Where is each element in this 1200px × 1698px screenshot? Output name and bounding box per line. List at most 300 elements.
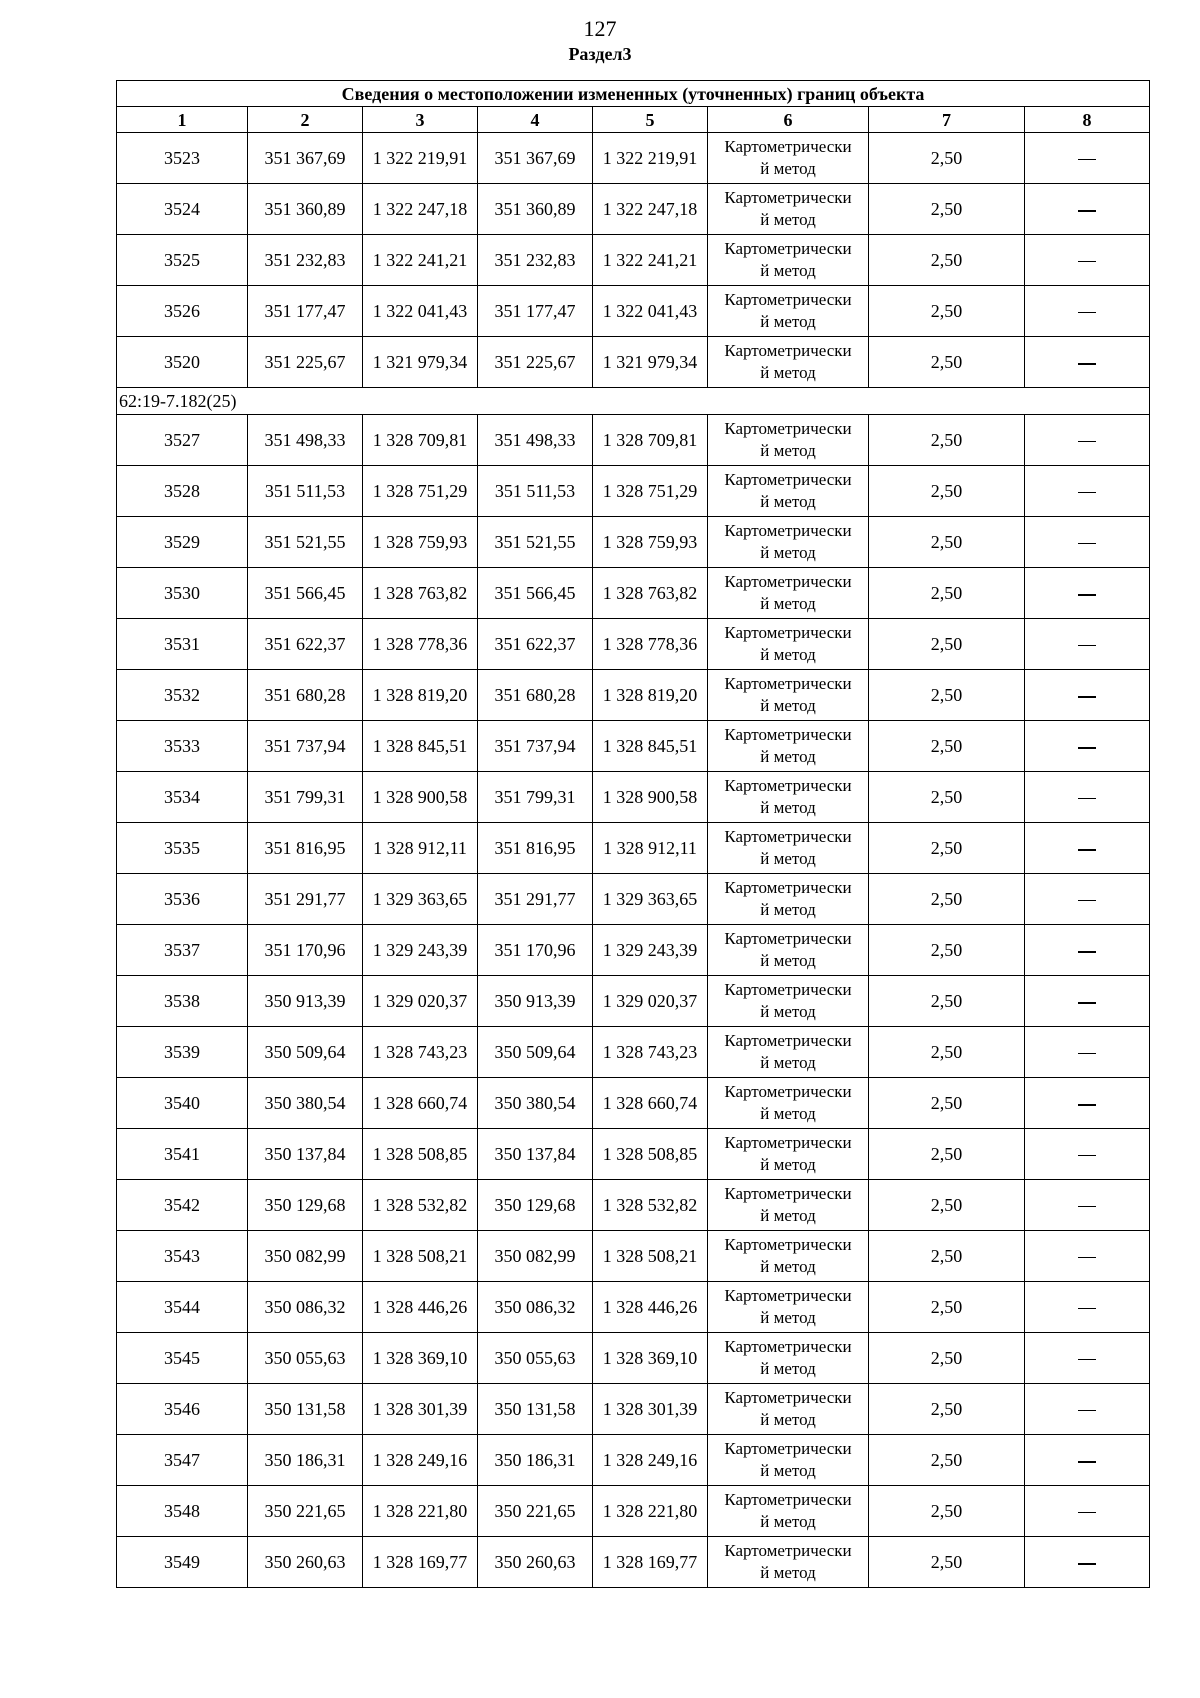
x-existing-cell: 350 509,64 bbox=[248, 1027, 363, 1078]
y-existing-cell: 1 328 778,36 bbox=[363, 619, 478, 670]
x-existing-cell: 350 221,65 bbox=[248, 1486, 363, 1537]
accuracy-cell: 2,50 bbox=[869, 721, 1025, 772]
method-cell bbox=[708, 235, 869, 286]
accuracy-cell: 2,50 bbox=[869, 619, 1025, 670]
accuracy-cell: 2,50 bbox=[869, 1384, 1025, 1435]
section-title: Раздел3 bbox=[568, 44, 632, 64]
y-refined-cell: 1 328 660,74 bbox=[593, 1078, 708, 1129]
method-cell bbox=[708, 1486, 869, 1537]
dash-mark bbox=[1078, 312, 1096, 313]
x-existing-cell: 351 737,94 bbox=[248, 721, 363, 772]
point-number-cell: 3535 bbox=[117, 823, 248, 874]
point-number-cell: 3546 bbox=[117, 1384, 248, 1435]
method-line-1: Картометрически bbox=[724, 980, 852, 999]
table-caption: Сведения о местоположении измененных (уточненных) границ объекта bbox=[117, 81, 1150, 107]
x-refined-cell: 351 360,89 bbox=[478, 184, 593, 235]
table-caption-row bbox=[117, 81, 1150, 107]
method-line-1: Картометрически bbox=[724, 1388, 852, 1407]
accuracy-cell: 2,50 bbox=[869, 1333, 1025, 1384]
y-refined-cell: 1 322 247,18 bbox=[593, 184, 708, 235]
method-cell bbox=[708, 1435, 869, 1486]
dash-mark bbox=[1078, 594, 1096, 596]
method-line-2: й метод bbox=[760, 696, 816, 715]
point-number-cell: 3528 bbox=[117, 466, 248, 517]
method-line-1: Картометрически bbox=[724, 419, 852, 438]
method-line-1: Картометрически bbox=[724, 929, 852, 948]
method-line-2: й метод bbox=[760, 900, 816, 919]
y-existing-cell: 1 328 508,21 bbox=[363, 1231, 478, 1282]
description-cell bbox=[1025, 184, 1150, 235]
table-row bbox=[117, 1333, 1150, 1384]
y-refined-cell: 1 328 249,16 bbox=[593, 1435, 708, 1486]
description-cell bbox=[1025, 133, 1150, 184]
y-existing-cell: 1 328 819,20 bbox=[363, 670, 478, 721]
point-number-cell: 3538 bbox=[117, 976, 248, 1027]
table-row bbox=[117, 286, 1150, 337]
accuracy-cell: 2,50 bbox=[869, 1537, 1025, 1588]
dash-mark bbox=[1078, 696, 1096, 698]
x-existing-cell: 350 131,58 bbox=[248, 1384, 363, 1435]
accuracy-cell: 2,50 bbox=[869, 1180, 1025, 1231]
dash-mark bbox=[1078, 1257, 1096, 1258]
method-line-1: Картометрически bbox=[724, 674, 852, 693]
method-line-1: Картометрически bbox=[724, 878, 852, 897]
method-cell bbox=[708, 1384, 869, 1435]
description-cell bbox=[1025, 1078, 1150, 1129]
table-row bbox=[117, 772, 1150, 823]
method-line-1: Картометрически bbox=[724, 1235, 852, 1254]
dash-mark bbox=[1078, 441, 1096, 442]
y-refined-cell: 1 328 169,77 bbox=[593, 1537, 708, 1588]
x-refined-cell: 350 913,39 bbox=[478, 976, 593, 1027]
y-existing-cell: 1 328 221,80 bbox=[363, 1486, 478, 1537]
x-existing-cell: 351 799,31 bbox=[248, 772, 363, 823]
method-line-2: й метод bbox=[760, 1104, 816, 1123]
table-row bbox=[117, 823, 1150, 874]
method-line-2: й метод bbox=[760, 849, 816, 868]
y-refined-cell: 1 328 446,26 bbox=[593, 1282, 708, 1333]
method-line-2: й метод bbox=[760, 645, 816, 664]
table-row bbox=[117, 1129, 1150, 1180]
x-refined-cell: 351 799,31 bbox=[478, 772, 593, 823]
x-existing-cell: 350 260,63 bbox=[248, 1537, 363, 1588]
y-refined-cell: 1 328 301,39 bbox=[593, 1384, 708, 1435]
y-refined-cell: 1 322 241,21 bbox=[593, 235, 708, 286]
method-cell bbox=[708, 1282, 869, 1333]
description-cell bbox=[1025, 874, 1150, 925]
method-line-2: й метод bbox=[760, 1308, 816, 1327]
y-refined-cell: 1 328 508,21 bbox=[593, 1231, 708, 1282]
description-cell bbox=[1025, 1537, 1150, 1588]
y-refined-cell: 1 328 763,82 bbox=[593, 568, 708, 619]
y-existing-cell: 1 328 900,58 bbox=[363, 772, 478, 823]
description-cell bbox=[1025, 619, 1150, 670]
table-row bbox=[117, 670, 1150, 721]
accuracy-cell: 2,50 bbox=[869, 1282, 1025, 1333]
x-existing-cell: 351 232,83 bbox=[248, 235, 363, 286]
x-refined-cell: 351 816,95 bbox=[478, 823, 593, 874]
x-refined-cell: 351 521,55 bbox=[478, 517, 593, 568]
x-existing-cell: 351 367,69 bbox=[248, 133, 363, 184]
point-number-cell: 3540 bbox=[117, 1078, 248, 1129]
x-existing-cell: 351 177,47 bbox=[248, 286, 363, 337]
dash-mark bbox=[1078, 1155, 1096, 1156]
x-refined-cell: 350 082,99 bbox=[478, 1231, 593, 1282]
y-refined-cell: 1 328 912,11 bbox=[593, 823, 708, 874]
method-line-2: й метод bbox=[760, 951, 816, 970]
method-cell bbox=[708, 184, 869, 235]
y-existing-cell: 1 328 369,10 bbox=[363, 1333, 478, 1384]
accuracy-cell: 2,50 bbox=[869, 286, 1025, 337]
point-number-cell: 3530 bbox=[117, 568, 248, 619]
table-row bbox=[117, 184, 1150, 235]
y-refined-cell: 1 328 221,80 bbox=[593, 1486, 708, 1537]
description-cell bbox=[1025, 415, 1150, 466]
method-line-1: Картометрически bbox=[724, 137, 852, 156]
description-cell bbox=[1025, 721, 1150, 772]
y-existing-cell: 1 328 249,16 bbox=[363, 1435, 478, 1486]
x-refined-cell: 350 055,63 bbox=[478, 1333, 593, 1384]
table-row bbox=[117, 1180, 1150, 1231]
x-refined-cell: 350 137,84 bbox=[478, 1129, 593, 1180]
point-number-cell: 3524 bbox=[117, 184, 248, 235]
table-row bbox=[117, 619, 1150, 670]
method-cell bbox=[708, 1537, 869, 1588]
table-row bbox=[117, 1231, 1150, 1282]
method-line-1: Картометрически bbox=[724, 1082, 852, 1101]
y-existing-cell: 1 328 169,77 bbox=[363, 1537, 478, 1588]
x-refined-cell: 351 737,94 bbox=[478, 721, 593, 772]
boundary-table bbox=[116, 80, 1150, 1588]
accuracy-cell: 2,50 bbox=[869, 823, 1025, 874]
method-line-2: й метод bbox=[760, 1053, 816, 1072]
y-refined-cell: 1 328 900,58 bbox=[593, 772, 708, 823]
table-row bbox=[117, 337, 1150, 388]
method-line-1: Картометрически bbox=[724, 1184, 852, 1203]
y-refined-cell: 1 328 778,36 bbox=[593, 619, 708, 670]
table-row bbox=[117, 1384, 1150, 1435]
method-line-1: Картометрически bbox=[724, 290, 852, 309]
table-row bbox=[117, 517, 1150, 568]
table-row bbox=[117, 133, 1150, 184]
x-refined-cell: 350 509,64 bbox=[478, 1027, 593, 1078]
dash-mark bbox=[1078, 951, 1096, 953]
x-existing-cell: 351 566,45 bbox=[248, 568, 363, 619]
accuracy-cell: 2,50 bbox=[869, 133, 1025, 184]
dash-mark bbox=[1078, 159, 1096, 160]
method-line-1: Картометрически bbox=[724, 1031, 852, 1050]
method-cell bbox=[708, 337, 869, 388]
accuracy-cell: 2,50 bbox=[869, 1435, 1025, 1486]
method-cell bbox=[708, 1231, 869, 1282]
dash-mark bbox=[1078, 645, 1096, 646]
x-existing-cell: 350 082,99 bbox=[248, 1231, 363, 1282]
point-number-cell: 3548 bbox=[117, 1486, 248, 1537]
point-number-cell: 3527 bbox=[117, 415, 248, 466]
point-number-cell: 3539 bbox=[117, 1027, 248, 1078]
dash-mark bbox=[1078, 1512, 1096, 1513]
description-cell bbox=[1025, 1486, 1150, 1537]
accuracy-cell: 2,50 bbox=[869, 772, 1025, 823]
point-number-cell: 3523 bbox=[117, 133, 248, 184]
point-number-cell: 3547 bbox=[117, 1435, 248, 1486]
y-existing-cell: 1 328 845,51 bbox=[363, 721, 478, 772]
table-row bbox=[117, 1435, 1150, 1486]
method-line-2: й метод bbox=[760, 543, 816, 562]
method-line-1: Картометрически bbox=[724, 521, 852, 540]
x-existing-cell: 350 086,32 bbox=[248, 1282, 363, 1333]
point-number-cell: 3541 bbox=[117, 1129, 248, 1180]
point-number-cell: 3525 bbox=[117, 235, 248, 286]
y-existing-cell: 1 321 979,34 bbox=[363, 337, 478, 388]
dash-mark bbox=[1078, 492, 1096, 493]
x-existing-cell: 351 511,53 bbox=[248, 466, 363, 517]
accuracy-cell: 2,50 bbox=[869, 874, 1025, 925]
section-row bbox=[117, 388, 1150, 415]
description-cell bbox=[1025, 1384, 1150, 1435]
column-header: 3 bbox=[363, 107, 478, 133]
table-row bbox=[117, 1486, 1150, 1537]
method-line-1: Картометрически bbox=[724, 470, 852, 489]
method-cell bbox=[708, 874, 869, 925]
x-refined-cell: 351 680,28 bbox=[478, 670, 593, 721]
description-cell bbox=[1025, 517, 1150, 568]
method-line-1: Картометрически bbox=[724, 1286, 852, 1305]
accuracy-cell: 2,50 bbox=[869, 517, 1025, 568]
y-existing-cell: 1 328 912,11 bbox=[363, 823, 478, 874]
y-refined-cell: 1 329 020,37 bbox=[593, 976, 708, 1027]
method-cell bbox=[708, 1180, 869, 1231]
accuracy-cell: 2,50 bbox=[869, 976, 1025, 1027]
point-number-cell: 3529 bbox=[117, 517, 248, 568]
table-row bbox=[117, 976, 1150, 1027]
y-refined-cell: 1 328 532,82 bbox=[593, 1180, 708, 1231]
y-existing-cell: 1 329 363,65 bbox=[363, 874, 478, 925]
y-refined-cell: 1 328 369,10 bbox=[593, 1333, 708, 1384]
y-refined-cell: 1 328 819,20 bbox=[593, 670, 708, 721]
method-line-2: й метод bbox=[760, 747, 816, 766]
method-cell bbox=[708, 619, 869, 670]
x-refined-cell: 350 131,58 bbox=[478, 1384, 593, 1435]
column-header: 2 bbox=[248, 107, 363, 133]
method-line-2: й метод bbox=[760, 1155, 816, 1174]
x-refined-cell: 351 291,77 bbox=[478, 874, 593, 925]
x-existing-cell: 351 680,28 bbox=[248, 670, 363, 721]
point-number-cell: 3534 bbox=[117, 772, 248, 823]
table-row bbox=[117, 1078, 1150, 1129]
point-number-cell: 3536 bbox=[117, 874, 248, 925]
method-cell bbox=[708, 976, 869, 1027]
dash-mark bbox=[1078, 363, 1096, 365]
y-refined-cell: 1 328 845,51 bbox=[593, 721, 708, 772]
point-number-cell: 3544 bbox=[117, 1282, 248, 1333]
point-number-cell: 3549 bbox=[117, 1537, 248, 1588]
method-cell bbox=[708, 568, 869, 619]
x-refined-cell: 351 511,53 bbox=[478, 466, 593, 517]
method-line-1: Картометрически bbox=[724, 827, 852, 846]
dash-mark bbox=[1078, 1359, 1096, 1360]
x-existing-cell: 350 186,31 bbox=[248, 1435, 363, 1486]
dash-mark bbox=[1078, 747, 1096, 749]
x-existing-cell: 351 225,67 bbox=[248, 337, 363, 388]
point-number-cell: 3545 bbox=[117, 1333, 248, 1384]
x-refined-cell: 350 086,32 bbox=[478, 1282, 593, 1333]
dash-mark bbox=[1078, 1104, 1096, 1106]
y-refined-cell: 1 329 243,39 bbox=[593, 925, 708, 976]
description-cell bbox=[1025, 466, 1150, 517]
y-existing-cell: 1 328 446,26 bbox=[363, 1282, 478, 1333]
y-existing-cell: 1 328 759,93 bbox=[363, 517, 478, 568]
dash-mark bbox=[1078, 1053, 1096, 1054]
table-row bbox=[117, 415, 1150, 466]
table-row bbox=[117, 1282, 1150, 1333]
y-existing-cell: 1 322 219,91 bbox=[363, 133, 478, 184]
table-row bbox=[117, 1537, 1150, 1588]
description-cell bbox=[1025, 1282, 1150, 1333]
x-existing-cell: 350 913,39 bbox=[248, 976, 363, 1027]
accuracy-cell: 2,50 bbox=[869, 184, 1025, 235]
y-refined-cell: 1 322 041,43 bbox=[593, 286, 708, 337]
x-refined-cell: 351 367,69 bbox=[478, 133, 593, 184]
x-refined-cell: 350 129,68 bbox=[478, 1180, 593, 1231]
description-cell bbox=[1025, 1129, 1150, 1180]
method-line-1: Картометрически bbox=[724, 725, 852, 744]
method-line-2: й метод bbox=[760, 210, 816, 229]
point-number-cell: 3542 bbox=[117, 1180, 248, 1231]
method-line-1: Картометрически bbox=[724, 1541, 852, 1560]
x-existing-cell: 351 170,96 bbox=[248, 925, 363, 976]
table-body bbox=[117, 81, 1150, 1588]
y-existing-cell: 1 328 508,85 bbox=[363, 1129, 478, 1180]
method-line-2: й метод bbox=[760, 441, 816, 460]
method-cell bbox=[708, 1078, 869, 1129]
accuracy-cell: 2,50 bbox=[869, 568, 1025, 619]
accuracy-cell: 2,50 bbox=[869, 925, 1025, 976]
x-refined-cell: 351 225,67 bbox=[478, 337, 593, 388]
method-line-2: й метод bbox=[760, 363, 816, 382]
method-line-1: Картометрически bbox=[724, 1133, 852, 1152]
x-existing-cell: 351 291,77 bbox=[248, 874, 363, 925]
x-refined-cell: 350 221,65 bbox=[478, 1486, 593, 1537]
accuracy-cell: 2,50 bbox=[869, 1027, 1025, 1078]
y-existing-cell: 1 322 247,18 bbox=[363, 184, 478, 235]
description-cell bbox=[1025, 337, 1150, 388]
method-line-1: Картометрически bbox=[724, 572, 852, 591]
y-refined-cell: 1 329 363,65 bbox=[593, 874, 708, 925]
method-line-2: й метод bbox=[760, 261, 816, 280]
table-row bbox=[117, 235, 1150, 286]
method-line-2: й метод bbox=[760, 1563, 816, 1582]
table-row bbox=[117, 1027, 1150, 1078]
y-existing-cell: 1 329 243,39 bbox=[363, 925, 478, 976]
description-cell bbox=[1025, 670, 1150, 721]
method-line-1: Картометрически bbox=[724, 188, 852, 207]
method-line-2: й метод bbox=[760, 1461, 816, 1480]
accuracy-cell: 2,50 bbox=[869, 337, 1025, 388]
method-line-1: Картометрически bbox=[724, 341, 852, 360]
method-cell bbox=[708, 670, 869, 721]
dash-mark bbox=[1078, 543, 1096, 544]
y-refined-cell: 1 322 219,91 bbox=[593, 133, 708, 184]
y-existing-cell: 1 328 301,39 bbox=[363, 1384, 478, 1435]
y-existing-cell: 1 329 020,37 bbox=[363, 976, 478, 1027]
y-existing-cell: 1 328 743,23 bbox=[363, 1027, 478, 1078]
column-header: 7 bbox=[869, 107, 1025, 133]
method-cell bbox=[708, 517, 869, 568]
y-refined-cell: 1 321 979,34 bbox=[593, 337, 708, 388]
y-existing-cell: 1 328 763,82 bbox=[363, 568, 478, 619]
method-cell bbox=[708, 925, 869, 976]
dash-mark bbox=[1078, 1206, 1096, 1207]
dash-mark bbox=[1078, 1002, 1096, 1004]
y-existing-cell: 1 328 709,81 bbox=[363, 415, 478, 466]
dash-mark bbox=[1078, 261, 1096, 262]
dash-mark bbox=[1078, 900, 1096, 901]
y-existing-cell: 1 328 660,74 bbox=[363, 1078, 478, 1129]
accuracy-cell: 2,50 bbox=[869, 235, 1025, 286]
page-number: 127 bbox=[583, 16, 617, 41]
dash-mark bbox=[1078, 849, 1096, 851]
x-refined-cell: 351 170,96 bbox=[478, 925, 593, 976]
description-cell bbox=[1025, 1231, 1150, 1282]
column-header: 6 bbox=[708, 107, 869, 133]
table-row bbox=[117, 925, 1150, 976]
method-line-1: Картометрически bbox=[724, 239, 852, 258]
description-cell bbox=[1025, 823, 1150, 874]
point-number-cell: 3526 bbox=[117, 286, 248, 337]
dash-mark bbox=[1078, 1563, 1096, 1565]
accuracy-cell: 2,50 bbox=[869, 670, 1025, 721]
method-line-2: й метод bbox=[760, 1257, 816, 1276]
point-number-cell: 3520 bbox=[117, 337, 248, 388]
x-existing-cell: 350 129,68 bbox=[248, 1180, 363, 1231]
point-number-cell: 3543 bbox=[117, 1231, 248, 1282]
x-refined-cell: 351 566,45 bbox=[478, 568, 593, 619]
x-existing-cell: 351 816,95 bbox=[248, 823, 363, 874]
method-line-2: й метод bbox=[760, 1002, 816, 1021]
method-cell bbox=[708, 772, 869, 823]
y-refined-cell: 1 328 743,23 bbox=[593, 1027, 708, 1078]
dash-mark bbox=[1078, 798, 1096, 799]
x-refined-cell: 351 232,83 bbox=[478, 235, 593, 286]
section-label: 62:19-7.182(25) bbox=[117, 388, 1150, 415]
y-existing-cell: 1 322 241,21 bbox=[363, 235, 478, 286]
method-line-2: й метод bbox=[760, 312, 816, 331]
description-cell bbox=[1025, 235, 1150, 286]
x-refined-cell: 350 186,31 bbox=[478, 1435, 593, 1486]
y-existing-cell: 1 328 532,82 bbox=[363, 1180, 478, 1231]
x-existing-cell: 351 521,55 bbox=[248, 517, 363, 568]
point-number-cell: 3532 bbox=[117, 670, 248, 721]
accuracy-cell: 2,50 bbox=[869, 415, 1025, 466]
point-number-cell: 3533 bbox=[117, 721, 248, 772]
method-line-1: Картометрически bbox=[724, 623, 852, 642]
y-refined-cell: 1 328 759,93 bbox=[593, 517, 708, 568]
description-cell bbox=[1025, 1027, 1150, 1078]
description-cell bbox=[1025, 1435, 1150, 1486]
y-existing-cell: 1 328 751,29 bbox=[363, 466, 478, 517]
x-existing-cell: 351 622,37 bbox=[248, 619, 363, 670]
x-existing-cell: 350 055,63 bbox=[248, 1333, 363, 1384]
column-header: 5 bbox=[593, 107, 708, 133]
accuracy-cell: 2,50 bbox=[869, 1078, 1025, 1129]
dash-mark bbox=[1078, 210, 1096, 212]
method-cell bbox=[708, 415, 869, 466]
accuracy-cell: 2,50 bbox=[869, 466, 1025, 517]
column-header: 8 bbox=[1025, 107, 1150, 133]
table-row bbox=[117, 874, 1150, 925]
method-line-2: й метод bbox=[760, 1410, 816, 1429]
